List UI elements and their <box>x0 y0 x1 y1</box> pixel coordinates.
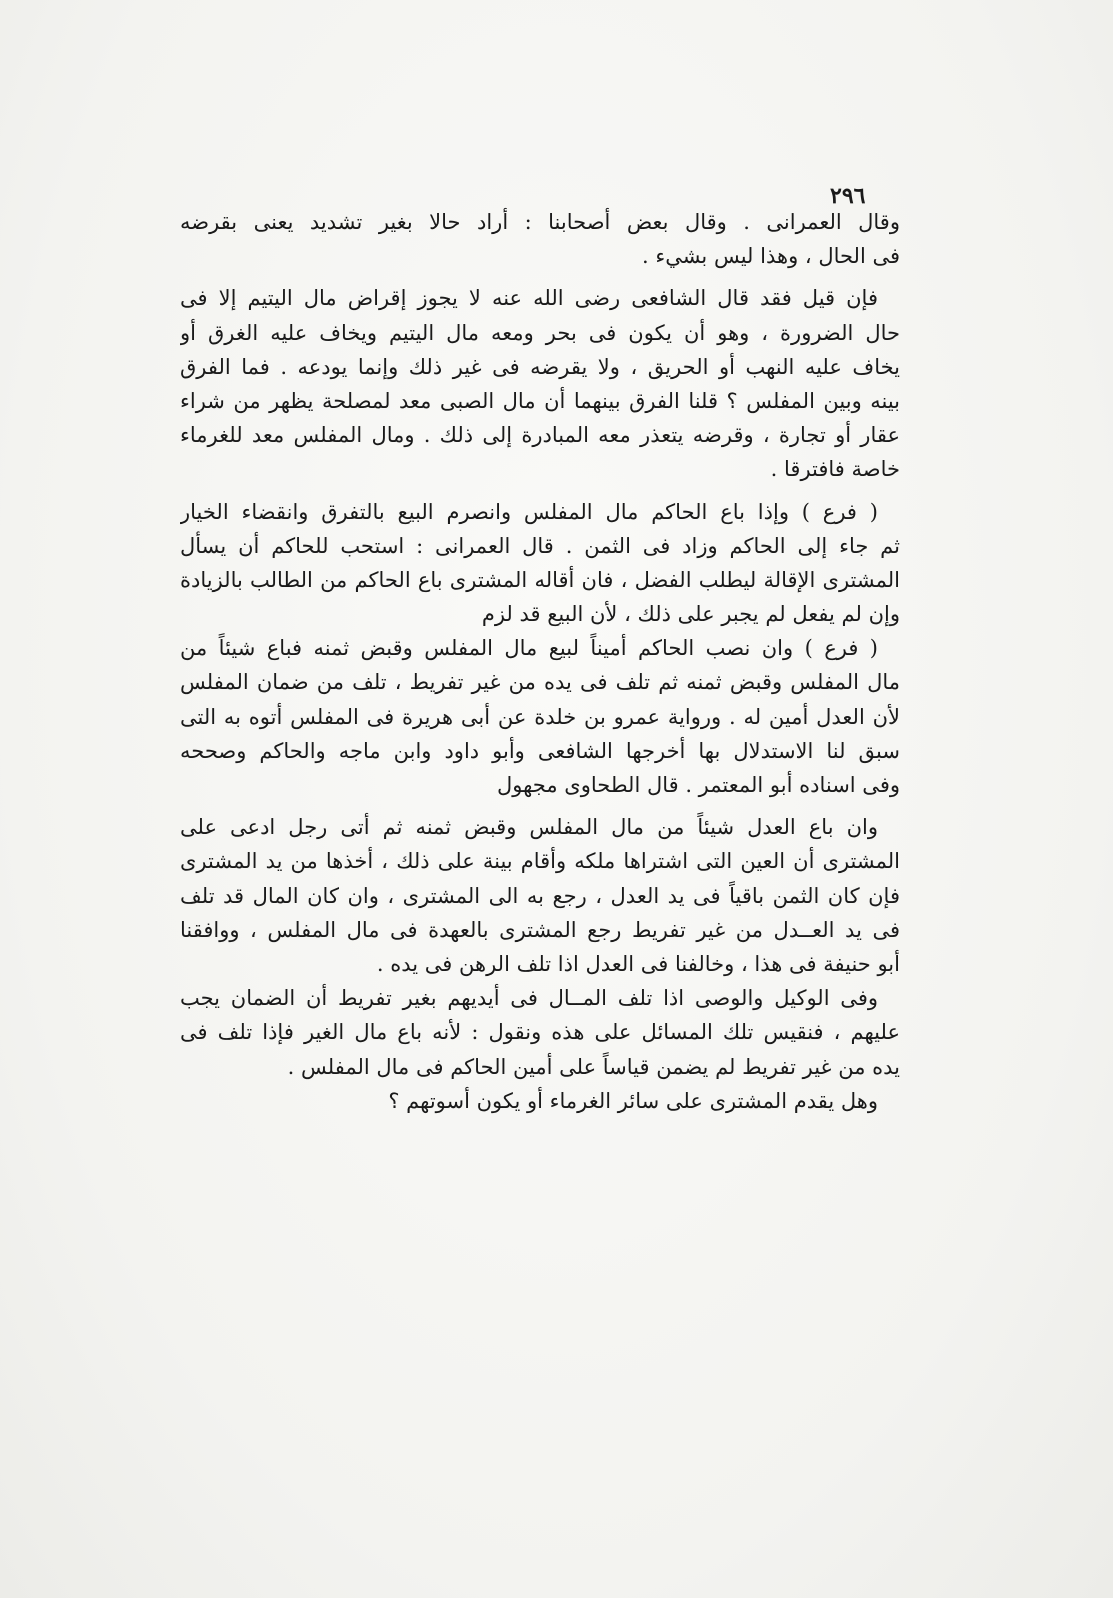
text-line: عقار أو تجارة ، وقرضه يتعذر معه المبادرة إلى ذلك . ومال المفلس معد للغرماء <box>180 423 900 448</box>
text-line: فى يد العــدل من غير تفريط رجع المشترى بالعهدة فى مال المفلس ، ووافقنا <box>180 917 900 942</box>
text-line: أبو حنيفة فى هذا ، وخالفنا فى العدل اذا تلف الرهن فى يده . <box>376 951 900 976</box>
text-line: يخاف عليه النهب أو الحريق ، ولا يقرضه فى غير ذلك وإنما يودعه . فما الفرق <box>180 354 900 379</box>
text-line: وإن لم يفعل لم يجبر على ذلك ، لأن البيع قد لزم <box>481 602 900 627</box>
text-line: ( فرع ) وان نصب الحاكم أميناً لبيع مال المفلس وقبض ثمنه فباع شيئاً من <box>180 636 878 661</box>
text-line: ثم جاء إلى الحاكم وزاد فى الثمن . قال العمرانى : استحب للحاكم أن يسأل <box>180 533 900 558</box>
paragraph-gap <box>180 802 900 810</box>
text-line: لأن العدل أمين له . ورواية عمرو بن خلدة عن أبى هريرة فى المفلس أتوه به التى <box>180 704 900 729</box>
page-number: ٢٩٦ <box>830 183 866 209</box>
text-line: سبق لنا الاستدلال بها أخرجها الشافعى وأبو داود وابن ماجه والحاكم وصححه <box>180 738 900 763</box>
text-line: فإن كان الثمن باقياً فى يد العدل ، رجع به الى المشترى ، وان كان المال قد تلف <box>180 883 900 908</box>
text-line: المشترى الإقالة ليطلب الفضل ، فان أقاله المشترى باع الحاكم من الطالب بالزيادة <box>180 567 900 592</box>
text-line: وقال العمرانى . وقال بعض أصحابنا : أراد حالا بغير تشديد يعنى بقرضه <box>180 210 900 234</box>
text-line: مال المفلس وقبض ثمنه ثم تلف فى يده من غير تفريط ، تلف من ضمان المفلس <box>180 670 900 695</box>
text-line: ( فرع ) وإذا باع الحاكم مال المفلس وانصرم البيع بالتفرق وانقضاء الخيار <box>180 499 878 524</box>
text-line: المشترى أن العين التى اشتراها ملكه وأقام بينة على ذلك ، أخذها من يد المشترى <box>180 849 900 874</box>
text-line: وفى الوكيل والوصى اذا تلف المــال فى أيديهم بغير تفريط أن الضمان يجب <box>180 986 878 1011</box>
text-line: فإن قيل فقد قال الشافعى رضى الله عنه لا يجوز إقراض مال اليتيم إلا فى <box>180 286 878 311</box>
text-line: خاصة فافترقا . <box>770 457 900 482</box>
text-line: بينه وبين المفلس ؟ قلنا الفرق بينهما أن مال الصبى معد لمصلحة يظهر من شراء <box>180 388 900 413</box>
text-line: وان باع العدل شيئاً من مال المفلس وقبض ثمنه ثم أتى رجل ادعى على <box>180 815 878 840</box>
paragraph-gap <box>180 487 900 495</box>
text-line: فى الحال ، وهذا ليس بشيء . <box>641 244 900 269</box>
text-line: وفى اسناده أبو المعتمر . قال الطحاوى مجهول <box>497 773 900 797</box>
body-text <box>180 205 900 1118</box>
text-line: حال الضرورة ، وهو أن يكون فى بحر ومعه مال اليتيم ويخاف عليه الغرق أو <box>180 320 900 345</box>
text-line: وهل يقدم المشترى على سائر الغرماء أو يكون أسوتهم ؟ <box>388 1088 878 1113</box>
text-line: عليهم ، فنقيس تلك المسائل على هذه ونقول : لأنه باع مال الغير فإذا تلف فى <box>180 1020 900 1045</box>
text-line: يده من غير تفريط لم يضمن قياساً على أمين الحاكم فى مال المفلس . <box>287 1054 900 1079</box>
paragraph-gap <box>180 273 900 281</box>
